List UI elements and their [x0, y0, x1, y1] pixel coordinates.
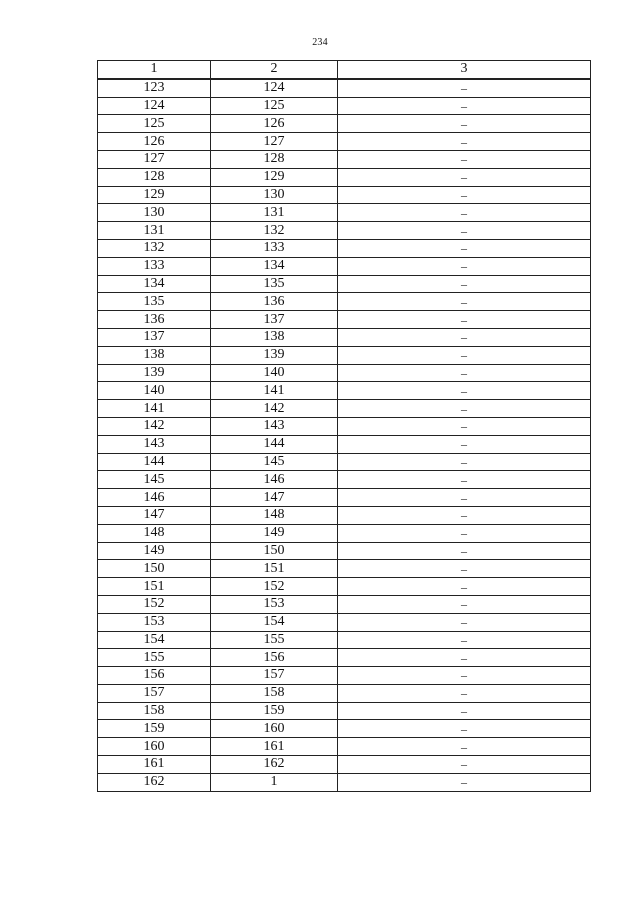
- table-cell-col-1: 136: [98, 311, 211, 329]
- table-cell-col-2: 138: [211, 328, 338, 346]
- table-cell-col-1: 125: [98, 115, 211, 133]
- table-cell-col-3: –: [338, 97, 591, 115]
- table-cell-col-1: 148: [98, 524, 211, 542]
- table-cell-col-2: 157: [211, 667, 338, 685]
- table-cell-col-2: 160: [211, 720, 338, 738]
- table-row: [98, 150, 591, 168]
- table-body: [98, 79, 591, 791]
- table-row: [98, 773, 591, 791]
- table-cell-col-2: 156: [211, 649, 338, 667]
- table-cell-col-3: –: [338, 738, 591, 756]
- table-row: [98, 435, 591, 453]
- table-cell-col-2: 161: [211, 738, 338, 756]
- table-cell-col-3: –: [338, 631, 591, 649]
- table-row: [98, 346, 591, 364]
- table-cell-col-2: 155: [211, 631, 338, 649]
- table-row: [98, 275, 591, 293]
- table-row: [98, 400, 591, 418]
- table-row: [98, 613, 591, 631]
- table-cell-col-3: –: [338, 115, 591, 133]
- table-cell-col-1: 142: [98, 417, 211, 435]
- table-cell-col-3: –: [338, 328, 591, 346]
- column-header-2: 2: [211, 61, 338, 79]
- table-cell-col-1: 139: [98, 364, 211, 382]
- table-cell-col-3: –: [338, 702, 591, 720]
- table-cell-col-1: 158: [98, 702, 211, 720]
- table-cell-col-2: 148: [211, 506, 338, 524]
- table-cell-col-1: 147: [98, 506, 211, 524]
- table-cell-col-2: 143: [211, 417, 338, 435]
- table-cell-col-2: 146: [211, 471, 338, 489]
- table-cell-col-3: –: [338, 346, 591, 364]
- table-cell-col-3: –: [338, 756, 591, 774]
- table-cell-col-1: 137: [98, 328, 211, 346]
- table-cell-col-1: 159: [98, 720, 211, 738]
- table-cell-col-3: –: [338, 204, 591, 222]
- table-cell-col-1: 128: [98, 168, 211, 186]
- table-cell-col-3: –: [338, 595, 591, 613]
- table-cell-col-1: 134: [98, 275, 211, 293]
- table-row: [98, 239, 591, 257]
- table-cell-col-2: 153: [211, 595, 338, 613]
- table-cell-col-3: –: [338, 275, 591, 293]
- table-cell-col-3: –: [338, 720, 591, 738]
- table-cell-col-1: 154: [98, 631, 211, 649]
- table-cell-col-2: 130: [211, 186, 338, 204]
- table-cell-col-1: 155: [98, 649, 211, 667]
- page-number: 234: [312, 37, 328, 48]
- table-cell-col-2: 149: [211, 524, 338, 542]
- table-cell-col-1: 152: [98, 595, 211, 613]
- table-cell-col-1: 149: [98, 542, 211, 560]
- table-cell-col-1: 133: [98, 257, 211, 275]
- table-row: [98, 222, 591, 240]
- table-row: [98, 684, 591, 702]
- table-cell-col-2: 136: [211, 293, 338, 311]
- table-cell-col-3: –: [338, 489, 591, 507]
- table-row: [98, 79, 591, 97]
- table-row: [98, 168, 591, 186]
- table-cell-col-2: 142: [211, 400, 338, 418]
- table-cell-col-3: –: [338, 364, 591, 382]
- table-cell-col-1: 143: [98, 435, 211, 453]
- table-cell-col-2: 150: [211, 542, 338, 560]
- table-row: [98, 649, 591, 667]
- table-cell-col-2: 127: [211, 133, 338, 151]
- table-cell-col-3: –: [338, 453, 591, 471]
- table-cell-col-3: –: [338, 400, 591, 418]
- table-cell-col-3: –: [338, 133, 591, 151]
- table-row: [98, 702, 591, 720]
- table-cell-col-2: 144: [211, 435, 338, 453]
- table-cell-col-3: –: [338, 239, 591, 257]
- table-cell-col-1: 144: [98, 453, 211, 471]
- table-cell-col-3: –: [338, 293, 591, 311]
- table-row: [98, 667, 591, 685]
- table-row: [98, 133, 591, 151]
- table-cell-col-1: 126: [98, 133, 211, 151]
- table-cell-col-2: 162: [211, 756, 338, 774]
- table-row: [98, 489, 591, 507]
- table-cell-col-3: –: [338, 417, 591, 435]
- table-cell-col-2: 125: [211, 97, 338, 115]
- table-cell-col-2: 134: [211, 257, 338, 275]
- table-cell-col-1: 123: [98, 79, 211, 97]
- table-row: [98, 578, 591, 596]
- table-cell-col-2: 141: [211, 382, 338, 400]
- table-cell-col-1: 162: [98, 773, 211, 791]
- table-row: [98, 595, 591, 613]
- table-cell-col-2: 140: [211, 364, 338, 382]
- table-row: [98, 542, 591, 560]
- table-cell-col-1: 146: [98, 489, 211, 507]
- table-cell-col-3: –: [338, 506, 591, 524]
- table-cell-col-3: –: [338, 560, 591, 578]
- table-cell-col-2: 1: [211, 773, 338, 791]
- table-row: [98, 631, 591, 649]
- column-header-3: 3: [338, 61, 591, 79]
- table-cell-col-2: 139: [211, 346, 338, 364]
- table-cell-col-3: –: [338, 168, 591, 186]
- table-row: [98, 257, 591, 275]
- table-row: [98, 382, 591, 400]
- table-cell-col-3: –: [338, 222, 591, 240]
- table-cell-col-2: 133: [211, 239, 338, 257]
- table-header: [98, 61, 591, 79]
- table-cell-col-1: 135: [98, 293, 211, 311]
- table-cell-col-3: –: [338, 613, 591, 631]
- table-cell-col-3: –: [338, 186, 591, 204]
- table-row: [98, 738, 591, 756]
- table-cell-col-1: 151: [98, 578, 211, 596]
- table-row: [98, 186, 591, 204]
- table-cell-col-3: –: [338, 524, 591, 542]
- table-cell-col-2: 145: [211, 453, 338, 471]
- table-cell-col-2: 151: [211, 560, 338, 578]
- table-cell-col-2: 124: [211, 79, 338, 97]
- table-row: [98, 417, 591, 435]
- column-header-1: 1: [98, 61, 211, 79]
- table-cell-col-1: 130: [98, 204, 211, 222]
- table-row: [98, 453, 591, 471]
- table-cell-col-2: 128: [211, 150, 338, 168]
- table-cell-col-1: 153: [98, 613, 211, 631]
- table-cell-col-2: 135: [211, 275, 338, 293]
- table-cell-col-2: 132: [211, 222, 338, 240]
- table-row: [98, 720, 591, 738]
- table-cell-col-3: –: [338, 578, 591, 596]
- table-cell-col-1: 124: [98, 97, 211, 115]
- table-cell-col-1: 156: [98, 667, 211, 685]
- table-row: [98, 311, 591, 329]
- table-cell-col-3: –: [338, 773, 591, 791]
- table-cell-col-2: 154: [211, 613, 338, 631]
- table-row: [98, 560, 591, 578]
- table-cell-col-3: –: [338, 382, 591, 400]
- table-cell-col-1: 160: [98, 738, 211, 756]
- table-row: [98, 328, 591, 346]
- table-cell-col-3: –: [338, 150, 591, 168]
- table-row: [98, 524, 591, 542]
- table-cell-col-1: 132: [98, 239, 211, 257]
- table-row: [98, 471, 591, 489]
- table-cell-col-3: –: [338, 311, 591, 329]
- table-cell-col-1: 161: [98, 756, 211, 774]
- table-cell-col-3: –: [338, 435, 591, 453]
- data-table: [97, 60, 591, 792]
- table-cell-col-2: 131: [211, 204, 338, 222]
- table-cell-col-1: 127: [98, 150, 211, 168]
- table-cell-col-3: –: [338, 542, 591, 560]
- table-row: [98, 97, 591, 115]
- table-cell-col-2: 158: [211, 684, 338, 702]
- table-row: [98, 364, 591, 382]
- table-cell-col-1: 131: [98, 222, 211, 240]
- table-cell-col-2: 126: [211, 115, 338, 133]
- table-cell-col-1: 140: [98, 382, 211, 400]
- table-cell-col-3: –: [338, 471, 591, 489]
- table-cell-col-1: 138: [98, 346, 211, 364]
- table-cell-col-3: –: [338, 684, 591, 702]
- table-row: [98, 115, 591, 133]
- table-cell-col-2: 159: [211, 702, 338, 720]
- table-cell-col-3: –: [338, 667, 591, 685]
- header-row: [98, 61, 591, 79]
- table-cell-col-1: 141: [98, 400, 211, 418]
- table-cell-col-2: 129: [211, 168, 338, 186]
- table-row: [98, 756, 591, 774]
- table-cell-col-2: 137: [211, 311, 338, 329]
- table-cell-col-1: 145: [98, 471, 211, 489]
- table-cell-col-2: 152: [211, 578, 338, 596]
- table-cell-col-1: 129: [98, 186, 211, 204]
- table-row: [98, 506, 591, 524]
- table-cell-col-1: 150: [98, 560, 211, 578]
- table-cell-col-1: 157: [98, 684, 211, 702]
- table-cell-col-2: 147: [211, 489, 338, 507]
- table-cell-col-3: –: [338, 649, 591, 667]
- table-row: [98, 293, 591, 311]
- table-cell-col-3: –: [338, 79, 591, 97]
- table-cell-col-3: –: [338, 257, 591, 275]
- table-row: [98, 204, 591, 222]
